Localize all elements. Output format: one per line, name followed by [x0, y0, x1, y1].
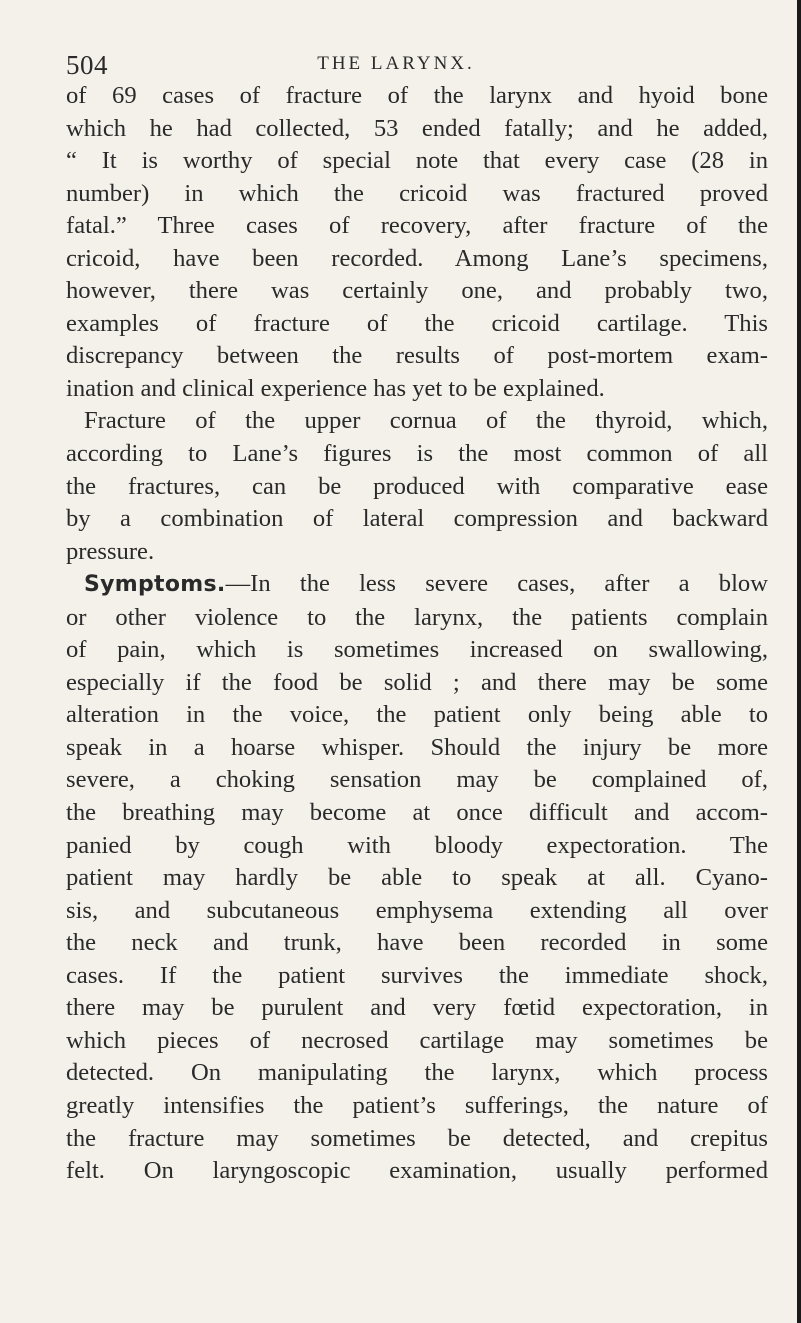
- text-line: number) in which the cricoid was fractured proved: [66, 179, 768, 207]
- text-line: Fracture of the upper cornua of the thyroid, which,: [84, 407, 768, 435]
- text-line: according to Lane’s figures is the most common of all: [66, 440, 768, 468]
- text-line: panied by cough with bloody expectoration. The: [66, 831, 768, 859]
- text-line: which he had collected, 53 ended fatally; and he added,: [66, 114, 768, 142]
- text-line: “ It is worthy of special note that every case (28 in: [66, 147, 768, 175]
- text-line: examples of fracture of the cricoid cartilage. This: [66, 309, 768, 337]
- text-run: —In the less severe cases, after a blow: [225, 570, 768, 598]
- text-line: or other violence to the larynx, the patients complain: [66, 603, 768, 631]
- text-line: felt. On laryngoscopic examination, usually performed: [66, 1157, 768, 1185]
- text-line: the neck and trunk, have been recorded in some: [66, 929, 768, 957]
- text-line: severe, a choking sensation may be complained of,: [66, 766, 768, 794]
- text-line: however, there was certainly one, and probably two,: [66, 277, 768, 305]
- running-head: [66, 50, 726, 84]
- text-line: the fracture may sometimes be detected, and crepitus: [66, 1124, 768, 1152]
- text-line: cases. If the patient survives the immediate shock,: [66, 961, 768, 989]
- text-line: which pieces of necrosed cartilage may sometimes be: [66, 1026, 768, 1054]
- text-line: by a combination of lateral compression and backward: [66, 505, 768, 533]
- text-line: discrepancy between the results of post-mortem exam-: [66, 342, 768, 370]
- text-line: cricoid, have been recorded. Among Lane’s specimens,: [66, 244, 768, 272]
- running-title: THE LARYNX.: [317, 53, 475, 74]
- page-edge-shadow: [797, 0, 801, 1323]
- paragraph-1: [66, 80, 768, 405]
- paragraph-2: [66, 405, 768, 568]
- paragraph-3: [66, 568, 768, 1187]
- text-line: sis, and subcutaneous emphysema extending all over: [66, 896, 768, 924]
- body-text: [66, 80, 768, 1188]
- text-line: detected. On manipulating the larynx, which process: [66, 1059, 768, 1087]
- text-line: fatal.” Three cases of recovery, after fracture of the: [66, 212, 768, 240]
- text-line: [66, 568, 768, 602]
- text-line: ination and clinical experience has yet to be explained.: [66, 374, 605, 402]
- text-line: speak in a hoarse whisper. Should the injury be more: [66, 733, 768, 761]
- text-line: of 69 cases of fracture of the larynx and hyoid bone: [66, 82, 768, 109]
- page-number: 504: [66, 50, 108, 80]
- text-line: greatly intensifies the patient’s sufferings, the nature of: [66, 1091, 768, 1119]
- text-line: especially if the food be solid ; and there may be some: [66, 668, 768, 696]
- text-line: there may be purulent and very fœtid expectoration, in: [66, 994, 768, 1022]
- text-line: alteration in the voice, the patient only being able to: [66, 701, 768, 729]
- text-line: patient may hardly be able to speak at all. Cyano-: [66, 864, 768, 892]
- text-line: the fractures, can be produced with comparative ease: [66, 472, 768, 500]
- text-line: the breathing may become at once difficult and accom-: [66, 799, 768, 827]
- section-heading-symptoms: Symptoms.: [84, 572, 226, 598]
- text-line: of pain, which is sometimes increased on swallowing,: [66, 636, 768, 664]
- text-line: pressure.: [66, 537, 155, 565]
